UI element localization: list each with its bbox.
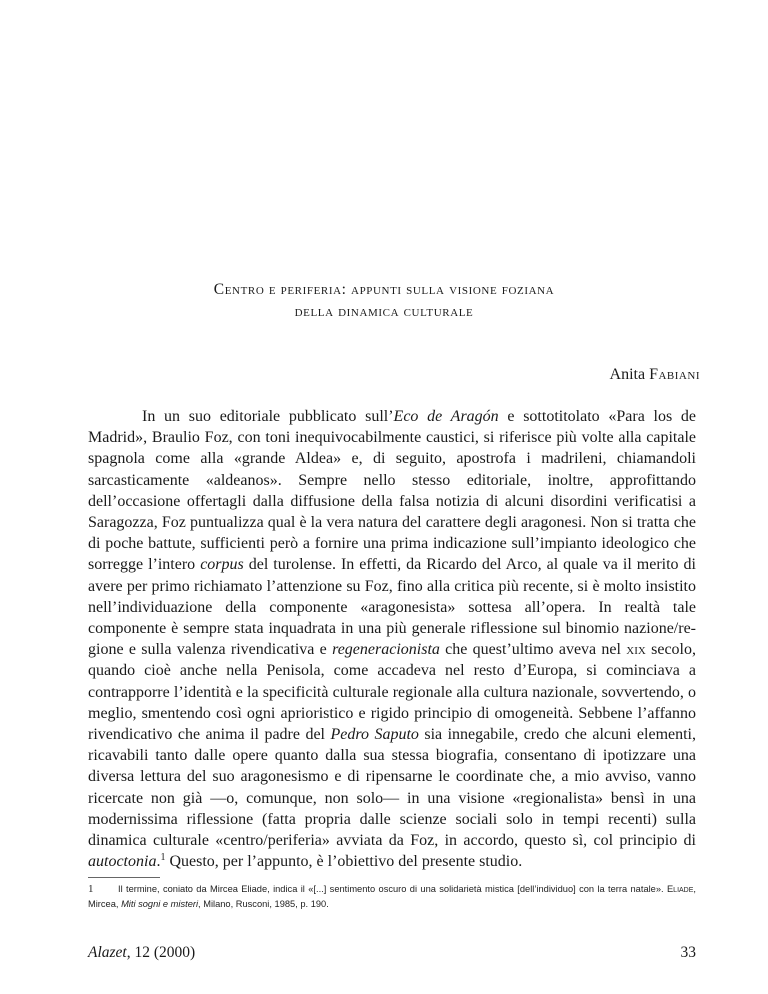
body-text: sia innegabile, credo che alcuni elementi, ricavabili tanto dalle opere quanto dalla sua stessa biografia, consentano di ipotizzare una diversa lettura del suo aragonesismo e di ripensarne le coordinate che, a mio avviso, vanno ricercate non già —o, comunque, non solo— in una visione «regionalista» bensì in una modernissima riflessione (fatta propria dalle scienze sociali solo in tempi recenti) sulla dinamica culturale «centro/periferia» avviata da Foz, in accordo, questo sì, col principio di bbox=[88, 726, 697, 850]
footnote-author: Eliade bbox=[666, 884, 694, 894]
footnote-ref: 1 bbox=[160, 852, 166, 864]
body-italic: corpus bbox=[200, 556, 244, 574]
century-numeral: xix bbox=[626, 641, 646, 659]
footnote bbox=[88, 882, 696, 912]
body-italic: Pedro Saputo bbox=[330, 726, 419, 744]
body-text: In un suo editoriale pubblicato sull’ bbox=[142, 408, 394, 425]
body-paragraph: In un suo editoriale pubblicato sull’Eco de Aragón e sottotitolato «Para los de Madrid», Braulio Foz, con toni inequivocabilmente caustici, si riferisce più volte alla capitale spagnola come alla «grande Aldea» e, di seguito, apostrofa i madrileni, chiamandoli sarcasticamente «aldeanos». Sempre nello stesso editoriale, inoltre, approfittando dell’occasione offertagli dalla diffusione della falsa notizia di alcuni disordini verificatisi a Saragozza, Foz puntualizza qual è la vera natura del carattere degli aragonesi. Non si tratta che di poche battute, sufficienti però a fornire una prima indicazione sull’impianto ideologico che sorregge l’intero corpus del turolense. In effetti, da Ricardo del Arco, al quale va il merito di avere per primo richiamato l’attenzione su Foz, fino alla critica più recente, si è molto insistito nell’individuazione della componente «aragonesista» sottesa all’opera. In realtà tale componente è sempre stata inquadrata in una più generale riflessione sul binomio nazione/regione e sulla valenza rivendicativa e regeneracionista che quest’ultimo aveva nel xix secolo, quando cioè anche nella Penisola, come accadeva nel resto d’Europa, si cominciava a contrapporre l’identità e la specificità culturale regionale alla cultura nazionale, sovvertendo, o meglio, smentendo così ogni aprioristico e rigido principio di omogeneità. Sebbene l’affanno rivendicativo che anima il padre del Pedro Saputo sia innegabile, credo che alcuni elementi, ricavabili tanto dalle opere quanto dalla sua stessa biografia, consentano di ipotizzare una diversa lettura del suo aragonesismo e di ripensarne le coordinate che, a mio avviso, vanno ricercate non già —o, comunque, non solo— in una visione «regionalista» bensì in una modernissima riflessione (fatta propria dalle scienze sociali solo in tempi recenti) sulla dinamica culturale «centro/periferia» avviata da Foz, in accordo, questo sì, col principio di autoctonia.$^1$ Questo, per l’appunto, è l’obiettivo del presente studio. bbox=[88, 408, 697, 871]
footnote-book-title: Miti sogni e misteri bbox=[121, 899, 199, 909]
body-text: Questo, per l’appunto, è l’obiettivo del presente studio. bbox=[165, 853, 523, 871]
journal-name: Alazet bbox=[88, 944, 127, 961]
footnote-number: 1 bbox=[88, 883, 94, 895]
footnote-text: , Mircea, bbox=[88, 884, 696, 909]
author-first-name: Anita bbox=[609, 366, 646, 383]
author-name bbox=[610, 366, 700, 384]
body-text: del turolense. In effetti, da Ricardo del Arco, al quale va il merito di avere per primo richiamato l’attenzione su Foz, fino alla critica più recente, si è molto insistito nell’individuazione della componente «aragonesista» sottesa all’opera. In realtà tale componente è sempre stata inquadrata in una più generale riflessione sul binomio nazione/regione e sulla valenza rivendicativa e bbox=[88, 556, 696, 659]
page-number: 33 bbox=[680, 944, 696, 961]
body-italic: regeneracionista bbox=[332, 641, 440, 659]
journal-issue: , 12 (2000) bbox=[126, 944, 196, 961]
body-italic: Eco de Aragón bbox=[393, 408, 499, 425]
footnote-text: Il termine, coniato da Mircea Eliade, indica il «[...] sentimento oscuro di una solidarietà mistica [dell’individuo] con la terra natale». bbox=[118, 884, 667, 894]
body-text: e sottotitolato «Para los de Madrid», Braulio Foz, con toni inequivocabilmente caustici, si riferisce più volte alla capitale spagnola come alla «grande Aldea» e, di seguito, apostrofa i madrileni, chiamandoli sarcasticamente «aldeanos». Sempre nello stesso editoriale, inoltre, approfittando dell’occasione offertagli dalla diffusione della falsa notizia di alcuni disordini verificatisi a Saragozza, Foz puntualizza qual è la vera natura del carattere degli aragonesi. Non si tratta che di poche battute, sufficienti però a fornire una prima indicazione sull’impianto ideologico che sorregge l’intero bbox=[88, 408, 697, 574]
body-italic: autoctonia bbox=[88, 853, 157, 871]
article-title-line-2: della dinamica culturale bbox=[294, 303, 474, 320]
body-text: che quest’ultimo aveva nel bbox=[439, 641, 627, 659]
footnote-rule bbox=[88, 877, 160, 878]
body-text: secolo, quando cioè anche nella Penisola, come accadeva nel resto d’Europa, si cominciava a contrapporre l’identità e la specificità culturale regionale alla cultura nazionale, sovvertendo, o meglio, smentendo così ogni aprioristico e rigido principio di omogeneità. Sebbene l’affanno rivendicativo che anima il padre del bbox=[88, 641, 697, 744]
footnote-text: , Milano, Rusconi, 1985, p. 190. bbox=[198, 899, 329, 909]
author-last-name: Fabiani bbox=[649, 366, 700, 383]
journal-citation bbox=[88, 944, 195, 962]
article-title-line-1: Centro e periferia: appunti sulla visione foziana bbox=[213, 281, 555, 298]
